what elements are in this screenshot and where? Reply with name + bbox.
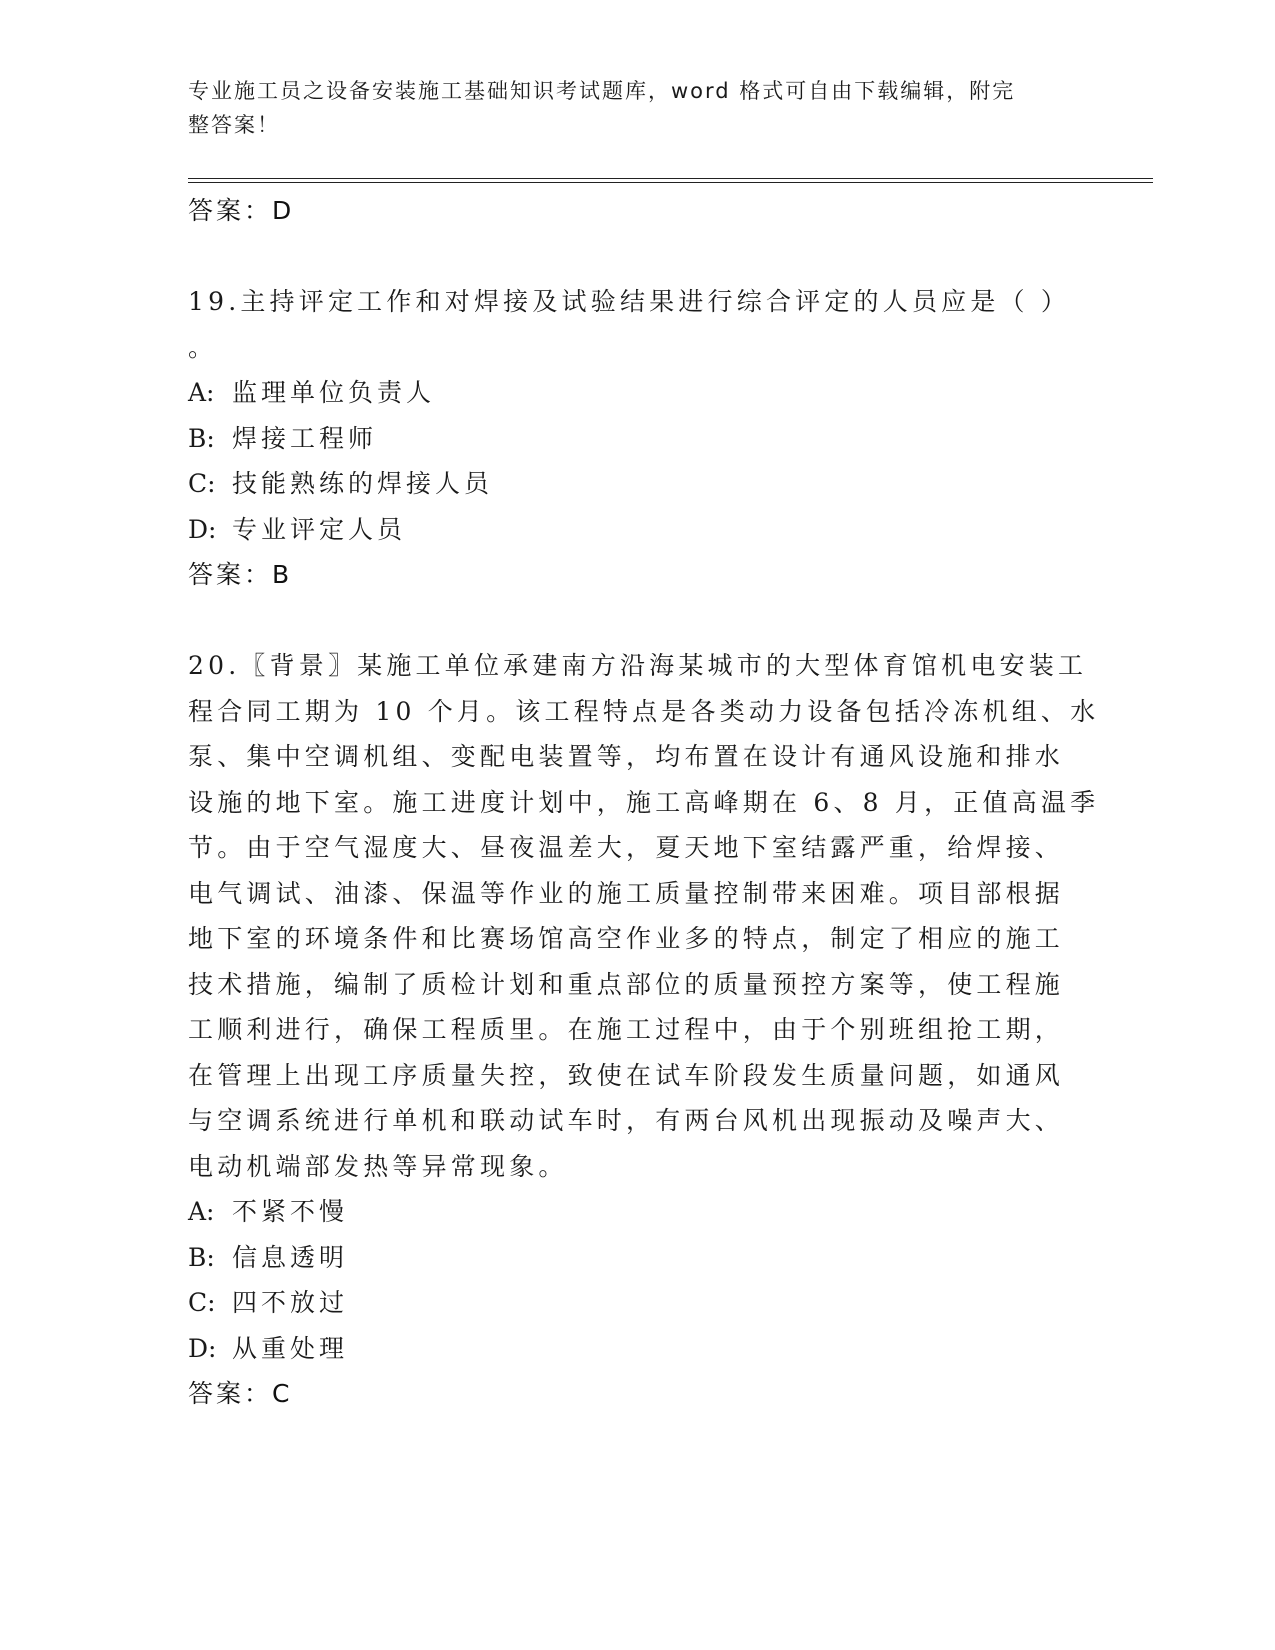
question-text-line: 泵、集中空调机组、变配电装置等，均布置在设计有通风设施和排水 (188, 742, 1065, 771)
option-text: 从重处理 (232, 1333, 349, 1363)
option-key: B: (188, 423, 215, 453)
question-text-line: 在管理上出现工序质量失控，致使在试车阶段发生质量问题，如通风 (188, 1060, 1065, 1090)
answer-value: D (272, 196, 293, 225)
question-19 (188, 279, 1088, 370)
option-text: 信息透明 (232, 1242, 349, 1272)
question-text-line: 节。由于空气湿度大、昼夜温差大，夏天地下室结露严重，给焊接、 (188, 833, 1065, 862)
question-text-line: 地下室的环境条件和比赛场馆高空作业多的特点，制定了相应的施工 (188, 924, 1065, 953)
option-key: C: (188, 469, 216, 498)
question-19-answer (188, 552, 1088, 597)
option-key: D: (188, 1333, 217, 1363)
option-key: A: (188, 378, 215, 407)
question-19-option-c (188, 461, 1088, 507)
header-line-2: 整答案！ (188, 113, 280, 137)
option-text: 专业评定人员 (232, 514, 407, 544)
question-20-option-a (188, 1189, 1088, 1235)
answer-label: 答案： (188, 560, 273, 589)
page-header-note (188, 74, 1068, 142)
question-text-line: 19.主持评定工作和对焊接及试验结果进行综合评定的人员应是（ ） (188, 287, 1071, 316)
answer-value: C (272, 1379, 291, 1408)
option-text: 监理单位负责人 (232, 378, 436, 407)
question-text-line: 20.〖背景〗某施工单位承建南方沿海某城市的大型体育馆机电安装工 (188, 651, 1088, 680)
answer-label: 答案： (188, 1379, 273, 1408)
question-text-line: 技术措施，编制了质检计划和重点部位的质量预控方案等，使工程施 (188, 969, 1065, 999)
question-text-line: 与空调系统进行单机和联动试车时，有两台风机出现振动及噪声大、 (188, 1106, 1065, 1135)
header-line-1: 专业施工员之设备安装施工基础知识考试题库，word 格式可自由下载编辑，附完 (188, 79, 1016, 103)
question-text-line: 电气调试、油漆、保温等作业的施工质量控制带来困难。项目部根据 (188, 878, 1065, 908)
question-20-option-c (188, 1280, 1088, 1326)
previous-answer (188, 188, 1088, 233)
option-key: A: (188, 1197, 215, 1226)
question-20 (188, 643, 1100, 1189)
question-text-line: 工顺利进行，确保工程质里。在施工过程中，由于个别班组抢工期， (188, 1015, 1065, 1044)
question-19-option-d (188, 507, 1088, 553)
question-text-line: 设施的地下室。施工进度计划中，施工高峰期在 6、8 月，正值高温季 (188, 787, 1100, 817)
spacer (188, 233, 1088, 279)
question-text-line: 电动机端部发热等异常现象。 (188, 1151, 568, 1181)
question-20-answer (188, 1371, 1088, 1416)
answer-label: 答案： (188, 196, 273, 225)
option-key: C: (188, 1288, 216, 1317)
document-body (188, 188, 1100, 1416)
option-text: 四不放过 (232, 1288, 349, 1317)
spacer (188, 597, 1088, 643)
question-text-line: 程合同工期为 10 个月。该工程特点是各类动力设备包括冷冻机组、水 (188, 696, 1100, 726)
option-key: B: (188, 1242, 215, 1272)
question-20-option-d (188, 1326, 1088, 1372)
option-text: 焊接工程师 (232, 423, 378, 453)
option-text: 技能熟练的焊接人员 (232, 469, 494, 498)
header-divider-bottom (188, 182, 1153, 183)
header-divider-top (188, 178, 1153, 179)
question-20-option-b (188, 1235, 1088, 1281)
answer-value: B (272, 560, 291, 589)
question-19-option-a (188, 370, 1088, 416)
option-text: 不紧不慢 (232, 1197, 349, 1226)
question-19-option-b (188, 416, 1088, 462)
option-key: D: (188, 514, 217, 544)
question-text-line: 。 (188, 332, 218, 362)
